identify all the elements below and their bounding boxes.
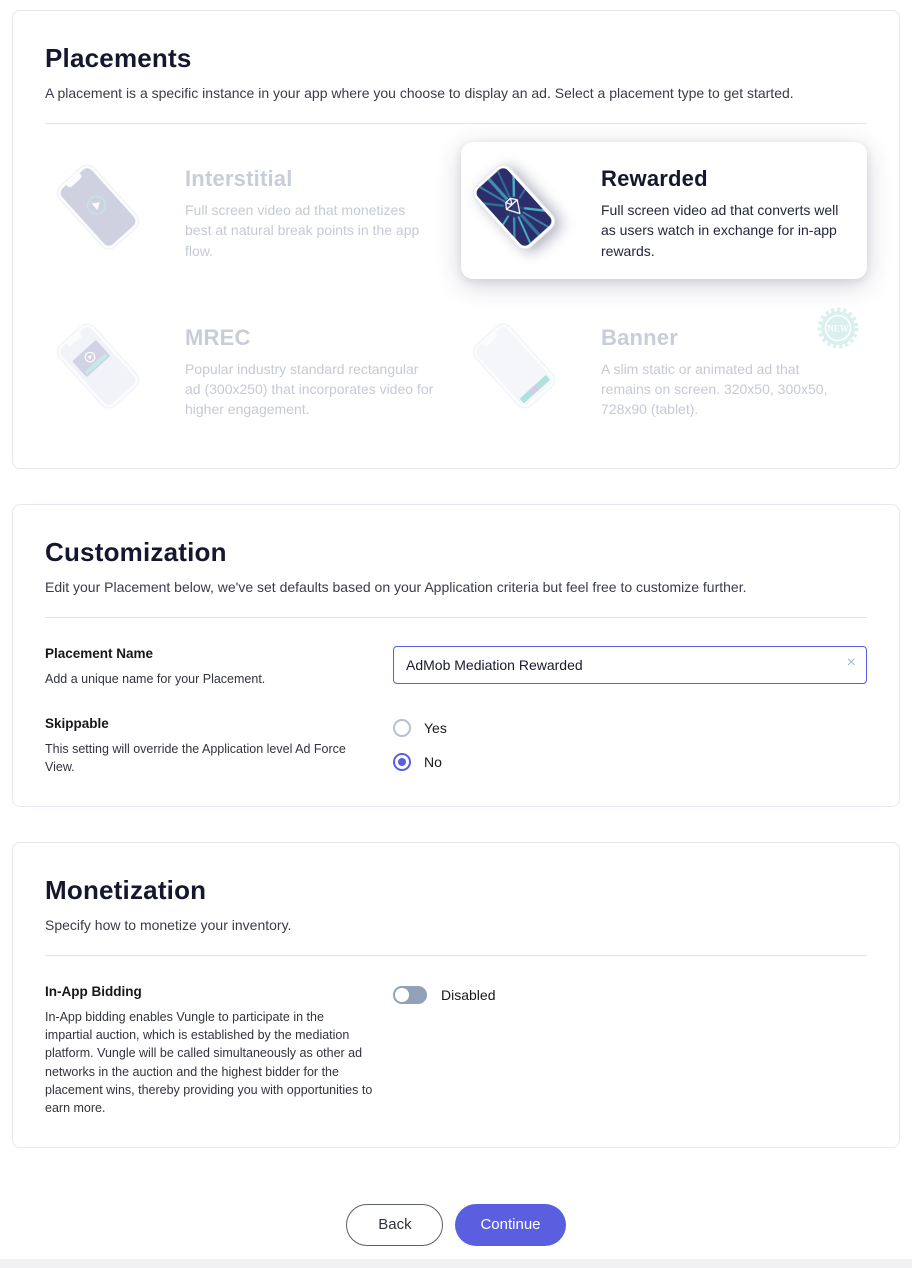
skippable-radio-group xyxy=(393,716,867,771)
mrec-illustration xyxy=(61,319,171,415)
in-app-bidding-toggle[interactable] xyxy=(393,986,427,1004)
mrec-title: MREC xyxy=(185,324,251,350)
skippable-option-yes[interactable] xyxy=(393,719,867,737)
skippable-row xyxy=(45,716,867,776)
skippable-yes-label: Yes xyxy=(424,719,447,736)
banner-illustration xyxy=(477,319,587,415)
placement-name-input[interactable] xyxy=(393,646,867,684)
placement-name-label: Placement Name xyxy=(45,645,154,661)
new-badge-label: NEW xyxy=(827,323,849,334)
placement-type-interstitial[interactable] xyxy=(45,142,451,279)
rewarded-illustration xyxy=(477,160,587,256)
placement-type-mrec[interactable] xyxy=(45,301,451,438)
continue-button[interactable]: Continue xyxy=(455,1204,565,1246)
divider xyxy=(45,617,867,618)
banner-title: Banner xyxy=(601,324,678,350)
interstitial-title: Interstitial xyxy=(185,166,293,191)
divider xyxy=(45,123,867,124)
footer-actions xyxy=(12,1183,900,1259)
radio-unselected-icon[interactable] xyxy=(393,719,411,737)
placements-card xyxy=(12,10,900,469)
monetization-card xyxy=(12,842,900,1148)
rewarded-description: Full screen video ad that converts well as users watch in exchange for in-app rewards. xyxy=(601,202,839,259)
placements-title: Placements xyxy=(45,43,192,73)
banner-description: A slim static or animated ad that remains on screen. 320x50, 300x50, 728x90 (tablet). xyxy=(601,360,828,418)
monetization-subtitle: Specify how to monetize your inventory. xyxy=(45,917,292,934)
skippable-description: This setting will override the Application level Ad Force View. xyxy=(45,741,346,775)
placement-type-banner[interactable] xyxy=(461,301,867,438)
mrec-description: Popular industry standard rectangular ad (300x250) that incorporates video for higher engagement. xyxy=(185,360,434,418)
customization-title: Customization xyxy=(45,536,227,567)
skippable-label: Skippable xyxy=(45,715,109,731)
placement-type-grid xyxy=(45,142,867,438)
in-app-bidding-description: In-App bidding enables Vungle to participate in the impartial auction, which is established by the mediation platform. Vungle will be called simultaneously as other ad networks in the auction and the highest bidder for the placement wins, thereby providing you with opportunities to earn more. xyxy=(45,1010,373,1115)
skippable-option-no[interactable] xyxy=(393,753,867,771)
radio-selected-icon[interactable] xyxy=(393,753,411,771)
customization-subtitle: Edit your Placement below, we've set defaults based on your Application criteria but feel free to customize further. xyxy=(45,578,747,595)
page-bottom-strip xyxy=(0,1259,912,1268)
interstitial-illustration xyxy=(61,160,171,256)
interstitial-description: Full screen video ad that monetizes best at natural break points in the app flow. xyxy=(185,202,420,259)
banner-phone-icon xyxy=(467,317,562,415)
rewarded-phone-icon xyxy=(467,158,562,256)
interstitial-phone-icon xyxy=(51,158,146,256)
back-button[interactable]: Back xyxy=(346,1204,443,1246)
customization-card xyxy=(12,504,900,807)
placement-name-row xyxy=(45,646,867,688)
skippable-no-label: No xyxy=(424,753,442,770)
in-app-bidding-label: In-App Bidding xyxy=(45,984,142,1000)
monetization-title: Monetization xyxy=(45,875,207,906)
in-app-bidding-row xyxy=(45,984,867,1117)
toggle-knob xyxy=(395,988,409,1002)
divider xyxy=(45,955,867,956)
placements-subtitle: A placement is a specific instance in your app where you choose to display an ad. Select a placement type to get started. xyxy=(45,85,794,101)
mrec-phone-icon xyxy=(51,317,146,415)
rewarded-title: Rewarded xyxy=(601,166,708,191)
placement-name-description: Add a unique name for your Placement. xyxy=(45,671,266,686)
clear-input-icon[interactable]: × xyxy=(846,653,856,671)
new-badge-icon xyxy=(815,305,861,351)
placement-type-rewarded[interactable] xyxy=(461,142,867,279)
in-app-bidding-state: Disabled xyxy=(441,987,496,1004)
